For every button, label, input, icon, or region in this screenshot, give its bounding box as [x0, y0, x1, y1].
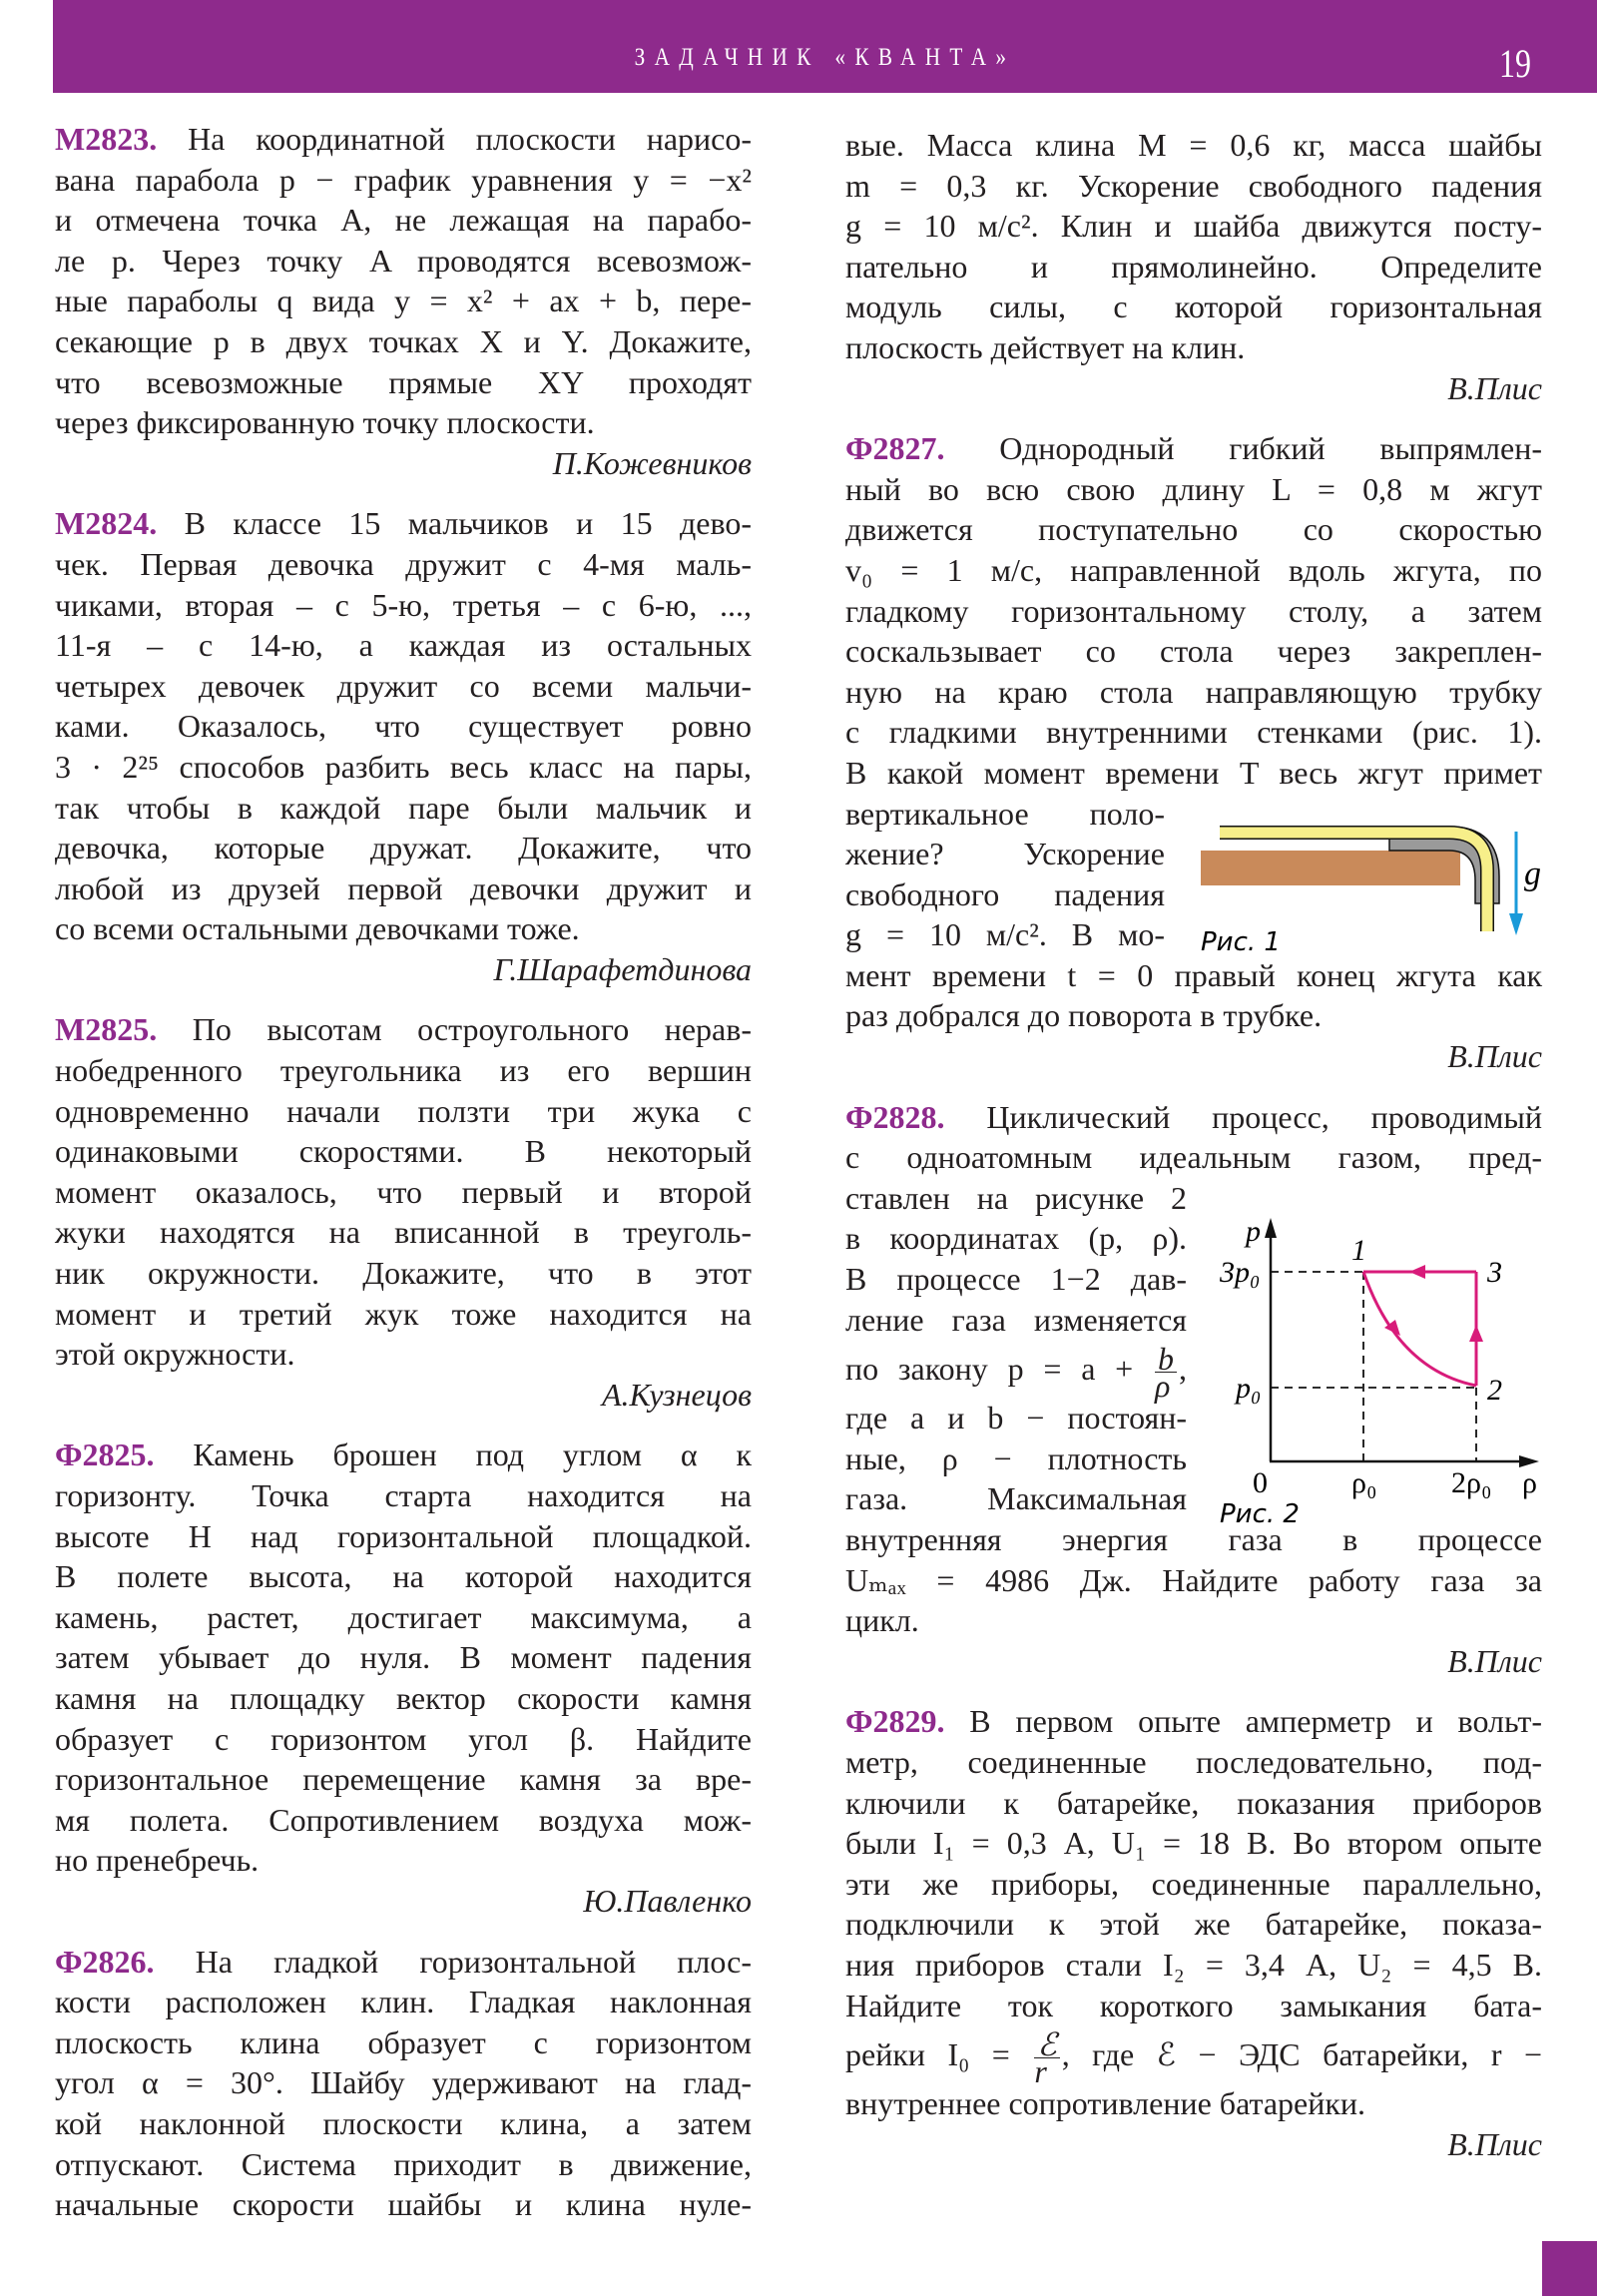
problem-author: В.Плис: [1447, 1038, 1542, 1075]
text-line: [845, 509, 1542, 550]
text-line: [55, 1172, 752, 1213]
line-text: любой из друзей первой девочки дружит и: [55, 869, 752, 906]
text-line: [845, 1701, 1542, 1742]
line-text: цикл.: [845, 1602, 919, 1639]
line-text: секающие p в двух точках X и Y. Докажите,: [55, 322, 752, 359]
text-line: [55, 706, 752, 747]
problem-number: Ф2825.: [55, 1436, 155, 1473]
line-text: модуль силы, с которой горизонтальная: [845, 288, 1542, 325]
line-text: чиками, вторая – с 5-ю, третья – с 6-ю, ...,: [55, 586, 752, 623]
text-line: [55, 1294, 752, 1335]
text-line: [55, 321, 752, 362]
fraction-denominator: r: [1034, 2053, 1047, 2090]
text-line: [55, 119, 752, 160]
problem-author: В.Плис: [1447, 1642, 1542, 1679]
text-line: [55, 2103, 752, 2144]
line-text: жуки находятся на вписанной в треуголь-: [55, 1214, 752, 1251]
text-line: [55, 625, 752, 666]
line-text: ные параболы q вида y = x² + ax + b, пере-: [55, 283, 752, 319]
text-line: [845, 1945, 1542, 1986]
line-text: В полете высота, на которой находится: [55, 1558, 752, 1595]
x-tick-rho0: ρ₀: [1351, 1466, 1377, 1499]
line-text: образует с горизонтом угол β. Найдите: [55, 1720, 752, 1757]
text-line: [845, 287, 1542, 327]
text-line: [55, 503, 752, 544]
text-line: [55, 241, 752, 282]
text-line: [845, 125, 1542, 166]
problem-author: А.Кузнецов: [601, 1376, 752, 1413]
line-text: жение? Ускорение: [845, 836, 1165, 872]
text-line: [55, 1334, 752, 1375]
text-line: [845, 1137, 1542, 1178]
line-text: ный во всю свою длину L = 0,8 м жгут: [845, 470, 1542, 507]
line-text: с гладкими внутренними стенками (рис. 1).: [845, 714, 1542, 751]
line-text: вана парабола p − график уравнения y = −x²: [55, 161, 752, 198]
text-line: [55, 747, 752, 788]
arrow-3-1: [1409, 1265, 1425, 1279]
figure-1-caption: Рис. 1: [1201, 927, 1281, 957]
line-text: g = 10 м/с². Клин и шайба движутся посту-: [845, 208, 1542, 245]
text-line: [55, 666, 752, 707]
text-line: [845, 1600, 1542, 1641]
x-tick-2rho0: 2ρ₀: [1451, 1466, 1492, 1499]
text-line: [845, 1478, 1187, 1519]
line-text: В первом опыте амперметр и вольт-: [969, 1703, 1543, 1740]
text-line: [845, 591, 1542, 632]
line-text: эти же приборы, соединенные параллельно,: [845, 1865, 1542, 1902]
line-text: В процессе 1−2 дав-: [845, 1261, 1187, 1298]
text-line: [845, 1864, 1542, 1905]
left-column: [55, 119, 752, 2225]
line-text: кости расположен клин. Гладкая наклонная: [55, 1984, 752, 2020]
text-line: [845, 550, 1542, 591]
line-text: ление газа изменяется: [845, 1301, 1187, 1338]
text-line: [55, 1759, 752, 1800]
text-line: [845, 1259, 1187, 1300]
text-line: [55, 200, 752, 241]
text-line: [845, 672, 1542, 713]
text-line: [845, 2083, 1542, 2124]
text-line: [845, 794, 1165, 835]
line-text: гладкому горизонтальному столу, а затем: [845, 592, 1542, 629]
line-text: кой наклонной плоскости клина, а затем: [55, 2104, 752, 2141]
y-axis-label: p: [1246, 1215, 1261, 1248]
text-line: [55, 2144, 752, 2185]
text-line: [55, 1556, 752, 1597]
line-text: одновременно начали ползти три жука с: [55, 1092, 752, 1129]
line-text: отпускают. Система приходит в движение,: [55, 2145, 752, 2182]
text-line: [55, 1982, 752, 2022]
line-text: угол α = 30°. Шайбу удерживают на глад-: [55, 2064, 752, 2101]
text-line: [55, 1637, 752, 1678]
text-line: [55, 1253, 752, 1294]
line-text: камень, растет, достигает максимума, а: [55, 1598, 752, 1635]
line-text: четырех девочек дружит со всеми мальчи-: [55, 667, 752, 704]
line-text: Uₘₐₓ = 4986 Дж. Найдите работу газа за: [845, 1561, 1542, 1598]
line-text: плоскость клина образует с горизонтом: [55, 2023, 752, 2060]
text-line: [55, 160, 752, 201]
line-text: чек. Первая девочка дружит с 4-мя маль-: [55, 545, 752, 582]
text-line: [55, 585, 752, 626]
problem-block: [55, 1942, 752, 2225]
text-line: [845, 1218, 1187, 1259]
line-text: m = 0,3 кг. Ускорение свободного падения: [845, 167, 1542, 204]
text-line: [55, 908, 752, 949]
line-text: по закону p = a +: [845, 1351, 1134, 1388]
figure-2-p-rho-diagram: [1198, 1198, 1597, 1537]
text-line: [845, 914, 1165, 955]
text-line: [55, 544, 752, 585]
text-line: [55, 1678, 752, 1719]
line-text: ные, ρ − плотность: [845, 1439, 1187, 1476]
text-line: [845, 469, 1542, 510]
line-text: горизонтальное перемещение камня за вре-: [55, 1761, 752, 1798]
point-3-label: 3: [1487, 1256, 1502, 1289]
text-line: [845, 874, 1165, 915]
fraction-numerator: ℰ: [1034, 2031, 1059, 2058]
text-line: [845, 1986, 1542, 2026]
line-text: мент времени t = 0 правый конец жгута как: [845, 956, 1542, 993]
line-text: свободного падения: [845, 875, 1165, 912]
line-text: но пренебречь.: [55, 1842, 260, 1879]
line-text: со всеми остальными девочками тоже.: [55, 910, 580, 947]
text-line: [845, 166, 1542, 207]
problem-author: Г.Шарафетдинова: [493, 950, 752, 987]
problem-block: [845, 1701, 1542, 2164]
line-text: были I₁ = 0,3 А, U₁ = 18 В. Во втором опыте: [845, 1825, 1542, 1862]
line-text: рейки I₀ =: [845, 2036, 1010, 2073]
problem-number: Ф2826.: [55, 1943, 155, 1980]
text-line: [845, 1823, 1542, 1864]
text-line: [845, 631, 1542, 672]
line-text: пательно и прямолинейно. Определите: [845, 248, 1542, 285]
point-1-label: 1: [1351, 1234, 1366, 1267]
line-text: мя полета. Сопротивлением воздуха мож-: [55, 1801, 752, 1838]
line-text: На координатной плоскости нарисо-: [188, 121, 753, 157]
arrow-2-3: [1469, 1325, 1483, 1342]
y-tick-p0: p₀: [1236, 1372, 1262, 1405]
line-text: метр, соединенные последовательно, под-: [845, 1743, 1542, 1780]
fraction-numerator: b: [1155, 1346, 1177, 1373]
line-text: Найдите ток короткого замыкания бата-: [845, 1987, 1542, 2023]
text-line: [845, 1783, 1542, 1824]
line-text: На гладкой горизонтальной плос-: [195, 1943, 752, 1980]
corner-accent: [1542, 2241, 1597, 2296]
line-text: раз добрался до поворота в трубке.: [845, 997, 1323, 1034]
line-text: девочка, которые дружат. Докажите, что: [55, 830, 752, 866]
text-line: [55, 868, 752, 909]
point-2-label: 2: [1487, 1374, 1502, 1407]
text-line: [845, 1097, 1542, 1138]
problem-number: М2824.: [55, 505, 158, 542]
line-text: По высотам остроугольного нерав-: [192, 1011, 753, 1048]
line-text: Циклический процесс, проводимый: [986, 1098, 1543, 1135]
fraction: [1155, 1341, 1177, 1405]
line-text: подключили к этой же батарейке, показа-: [845, 1906, 1542, 1943]
text-line: [55, 788, 752, 829]
curve-1-2: [1363, 1272, 1476, 1386]
text-line: [55, 1516, 752, 1557]
line-text: , где ℰ − ЭДС батарейки, r −: [1061, 2036, 1543, 2073]
line-text: ставлен на рисунке 2: [845, 1179, 1187, 1216]
text-line: [845, 2025, 1543, 2090]
line-text: ник окружности. Докажите, что в этот: [55, 1255, 752, 1292]
text-line: [55, 1942, 752, 1983]
line-text: ключили к батарейке, показания приборов: [845, 1784, 1542, 1821]
origin-label: 0: [1253, 1466, 1268, 1499]
line-text: В классе 15 мальчиков и 15 дево-: [184, 505, 753, 542]
text-line: [55, 362, 752, 403]
text-line: [55, 1719, 752, 1760]
problem-block: [845, 428, 1542, 1077]
line-text: начальные скорости шайбы и клина нуле-: [55, 2186, 752, 2223]
text-line: [55, 1050, 752, 1091]
table: [1201, 851, 1460, 885]
line-text: 3 · 2²⁵ способов разбить весь класс на пары,: [55, 748, 752, 785]
text-line: [845, 1398, 1187, 1438]
line-text: в координатах (p, ρ).: [845, 1220, 1187, 1257]
y-tick-3p0: 3p₀: [1220, 1256, 1261, 1289]
line-text: затем убывает до нуля. В момент падения: [55, 1639, 752, 1676]
text-line: [55, 281, 752, 321]
text-line: [55, 2022, 752, 2063]
line-text: v₀ = 1 м/с, направленной вдоль жгута, по: [845, 551, 1542, 588]
text-line: [55, 1091, 752, 1132]
problem-block: [55, 1009, 752, 1415]
line-text: момент и третий жук тоже находится на: [55, 1295, 752, 1332]
line-text: ле p. Через точку A проводятся всевозмож-: [55, 242, 752, 279]
problem-number: Ф2828.: [845, 1098, 945, 1135]
text-line: [845, 834, 1165, 874]
text-line: [845, 1560, 1542, 1601]
line-text: где a и b − постоян-: [845, 1400, 1187, 1436]
text-line: [845, 1340, 1187, 1405]
text-line: [845, 1438, 1187, 1479]
text-line: [845, 206, 1542, 247]
g-label: g: [1524, 856, 1541, 892]
line-text: высоте H над горизонтальной площадкой.: [55, 1517, 752, 1554]
line-text: вые. Масса клина M = 0,6 кг, масса шайбы: [845, 127, 1542, 163]
line-text: В какой момент времени T весь жгут примет: [845, 754, 1542, 791]
problem-author: П.Кожевников: [552, 444, 752, 481]
fraction: [1034, 2026, 1059, 2090]
line-text: через фиксированную точку плоскости.: [55, 404, 595, 441]
text-line: [55, 2184, 752, 2225]
text-line: [55, 1475, 752, 1516]
line-text: g = 10 м/с². В мо-: [845, 916, 1165, 953]
figure-1-tube-diagram: [1178, 799, 1597, 978]
text-line: [55, 1212, 752, 1253]
line-text: ния приборов стали I₂ = 3,4 А, U₂ = 4,5 В.: [845, 1946, 1542, 1983]
text-line: [845, 428, 1542, 469]
gravity-arrowhead: [1509, 913, 1523, 935]
text-line: [55, 1597, 752, 1638]
y-axis-arrow: [1265, 1218, 1277, 1238]
text-line: [55, 402, 752, 443]
text-line: [55, 1800, 752, 1841]
line-text: что всевозможные прямые XY проходят: [55, 363, 752, 400]
line-text: нобедренного треугольника из его вершин: [55, 1052, 752, 1089]
text-line: [55, 1131, 752, 1172]
text-line: [845, 327, 1542, 368]
line-text: внутреннее сопротивление батарейки.: [845, 2085, 1366, 2122]
text-line: [845, 1300, 1187, 1341]
problem-block: [845, 125, 1542, 408]
problem-author: В.Плис: [1447, 2125, 1542, 2162]
line-text: вертикальное поло-: [845, 795, 1165, 832]
problem-number: М2823.: [55, 121, 158, 157]
problem-block: [55, 503, 752, 989]
text-line: [845, 712, 1542, 753]
page-header: [53, 0, 1597, 93]
text-line: [55, 828, 752, 868]
text-line: [845, 1178, 1187, 1219]
line-text: внутренняя энергия газа в процессе: [845, 1521, 1542, 1557]
text-line: [845, 247, 1542, 287]
text-line: [845, 753, 1542, 794]
line-text: ками. Оказалось, что существует ровно: [55, 708, 752, 745]
problem-author: Ю.Павленко: [583, 1882, 752, 1919]
problem-number: Ф2829.: [845, 1703, 945, 1740]
figure-2-caption: Рис. 2: [1220, 1499, 1300, 1529]
text-line: [845, 995, 1542, 1036]
line-text: плоскость действует на клин.: [845, 328, 1246, 365]
text-line: [55, 1009, 752, 1050]
text-line: [845, 1742, 1542, 1783]
problem-number: М2825.: [55, 1011, 158, 1048]
page-number: 19: [1499, 41, 1531, 86]
line-text: ,: [1179, 1351, 1187, 1388]
section-title: ЗАДАЧНИК «КВАНТА»: [634, 44, 1016, 71]
problem-block: [55, 119, 752, 483]
x-axis-label: ρ: [1522, 1466, 1537, 1499]
line-text: газа. Максимальная: [845, 1480, 1187, 1517]
line-text: движется поступательно со скоростью: [845, 511, 1542, 548]
line-text: соскальзывает со стола через закреплен-: [845, 633, 1542, 670]
line-text: Камень брошен под углом α к: [193, 1436, 752, 1473]
line-text: Однородный гибкий выпрямлен-: [999, 430, 1543, 467]
line-text: с одноатомным идеальным газом, пред-: [845, 1139, 1542, 1176]
right-column: [845, 125, 1542, 2164]
line-text: ную на краю стола направляющую трубку: [845, 673, 1542, 710]
text-line: [55, 1435, 752, 1475]
line-text: этой окружности.: [55, 1336, 295, 1373]
problem-block: [55, 1435, 752, 1921]
line-text: момент оказалось, что первый и второй: [55, 1173, 752, 1210]
problem-number: Ф2827.: [845, 430, 945, 467]
line-text: 11-я – с 14-ю, а каждая из остальных: [55, 627, 752, 664]
text-line: [845, 1904, 1542, 1945]
problem-author: В.Плис: [1447, 369, 1542, 406]
text-line: [55, 2062, 752, 2103]
line-text: так чтобы в каждой паре были мальчик и: [55, 789, 752, 826]
line-text: горизонту. Точка старта находится на: [55, 1477, 752, 1513]
line-text: одинаковыми скоростями. В некоторый: [55, 1133, 752, 1170]
text-line: [55, 1840, 752, 1881]
line-text: и отмечена точка A, не лежащая на парабо-: [55, 202, 752, 239]
line-text: камня на площадку вектор скорости камня: [55, 1679, 752, 1716]
fraction-denominator: ρ: [1155, 1368, 1171, 1405]
